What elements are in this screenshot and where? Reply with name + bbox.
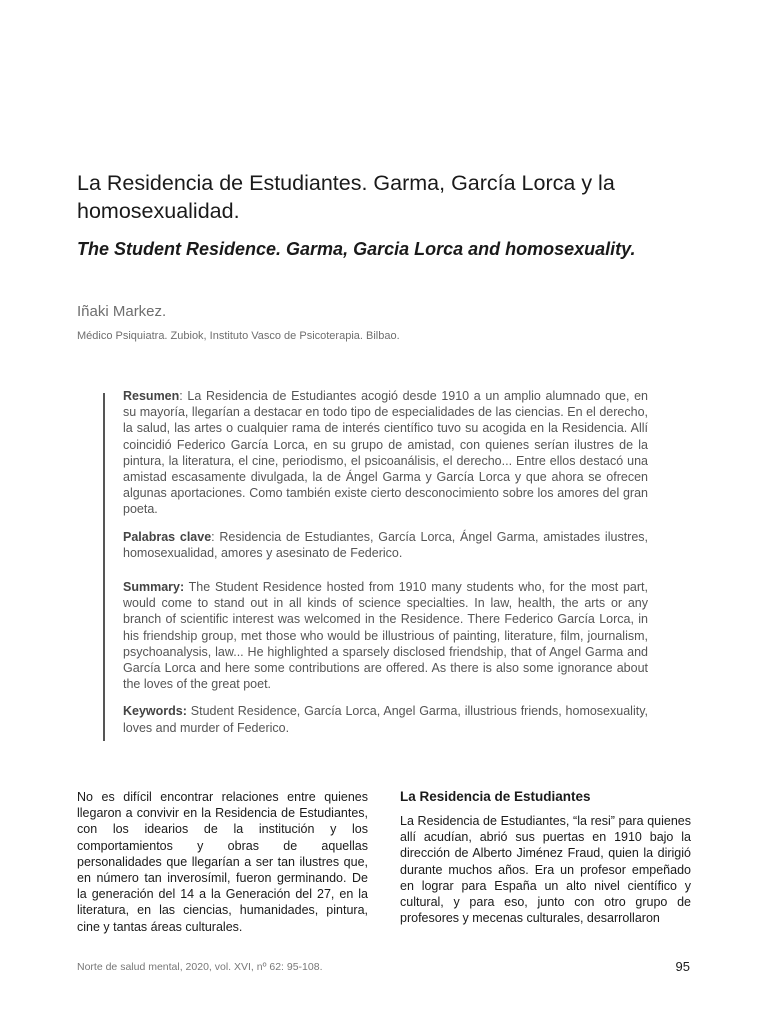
palabras-clave-paragraph: [123, 529, 648, 561]
summary-text: The Student Residence hosted from 1910 many students who, for the most part, would come to stand out in all kinds of science specialties. In law, health, the arts or any branch of scientific interest was welcomed in the Residence. There Federico García Lorca, in his friendship group, met those who would be illustrious of painting, literature, film, journalism, psychoanalysis, law... He highlighted a sparsely disclosed friendship, that of Angel Garma and García Lorca and here some contributions are offered. As there is also some ignorance about the loves of the great poet.: [123, 580, 648, 692]
journal-citation: Norte de salud mental, 2020, vol. XVI, nº 62: 95-108.: [77, 961, 323, 973]
resumen-text: : La Residencia de Estudiantes acogió desde 1910 a un amplio alumnado que, en su mayoría, llegarían a destacar en todo tipo de especialidades de las ciencias. En el derecho, la salud, las artes o cualquier rama de interés científico tuvo su acogida en la Residencia. Allí coincidió Federico García Lorca, en su grupo de amistad, con quienes serían ilustres de la pintura, la literatura, el cine, periodismo, el psicoanálisis, el derecho... Entre ellos destacó una amistad escasamente divulgada, la de Ángel Garma y García Lorca y que ahora se ofrecen algunas aportaciones. Como también existe cierto desconocimiento sobre los amores del gran poeta.: [123, 389, 648, 517]
palabras-clave-text: : Residencia de Estudiantes, García Lorca, Ángel Garma, amistades ilustres, homosexualidad, amores y asesinato de Federico.: [123, 529, 649, 560]
author-name: Iñaki Markez.: [77, 303, 167, 320]
palabras-clave-label: Palabras clave: [123, 529, 212, 544]
page-number: 95: [675, 959, 690, 974]
body-left-column: No es difícil encontrar relaciones entre quienes llegaron a convivir en la Residencia de Estudiantes, con los idearios de la institución y los comportamientos y obras de aquellas personalidades que llegarían a ser tan ilustres que, en número tan inverosímil, fueron germinando. De la generación del 14 a la Generación del 27, en la literatura, en las ciencias, humanidades, pintura, cine y tantas áreas culturales.: [77, 790, 368, 934]
summary-paragraph: [123, 579, 648, 692]
abstract-block: [103, 389, 665, 741]
resumen-paragraph: [123, 388, 648, 518]
article-subtitle: The Student Residence. Garma, Garcia Lorca and homosexuality.: [77, 239, 636, 259]
keywords-text: Student Residence, García Lorca, Angel Garma, illustrious friends, homosexuality, loves and murder of Federico.: [123, 704, 648, 735]
keywords-label: Keywords:: [123, 704, 187, 719]
article-title: La Residencia de Estudiantes. Garma, García Lorca y la homosexualidad.: [77, 171, 615, 223]
summary-label: Summary:: [123, 580, 185, 595]
body-right-paragraph: La Residencia de Estudiantes, “la resi” para quienes allí acudían, abrió sus puertas en 1910 bajo la dirección de Alberto Jiménez Fraud, quien la dirigió durante muchos años. Era un profesor empeñado en lograr para España un alto nivel científico y cultural, y para eso, junto con otro grupo de profesores y mecenas culturales, desarrollaron: [400, 814, 691, 926]
keywords-paragraph: [123, 703, 648, 735]
section-heading: La Residencia de Estudiantes: [400, 789, 591, 804]
body-right-column: [400, 789, 691, 927]
author-affiliation: Médico Psiquiatra. Zubiok, Instituto Vasco de Psicoterapia. Bilbao.: [77, 330, 400, 342]
abstract-content: [123, 388, 648, 747]
resumen-label: Resumen: [123, 389, 180, 403]
